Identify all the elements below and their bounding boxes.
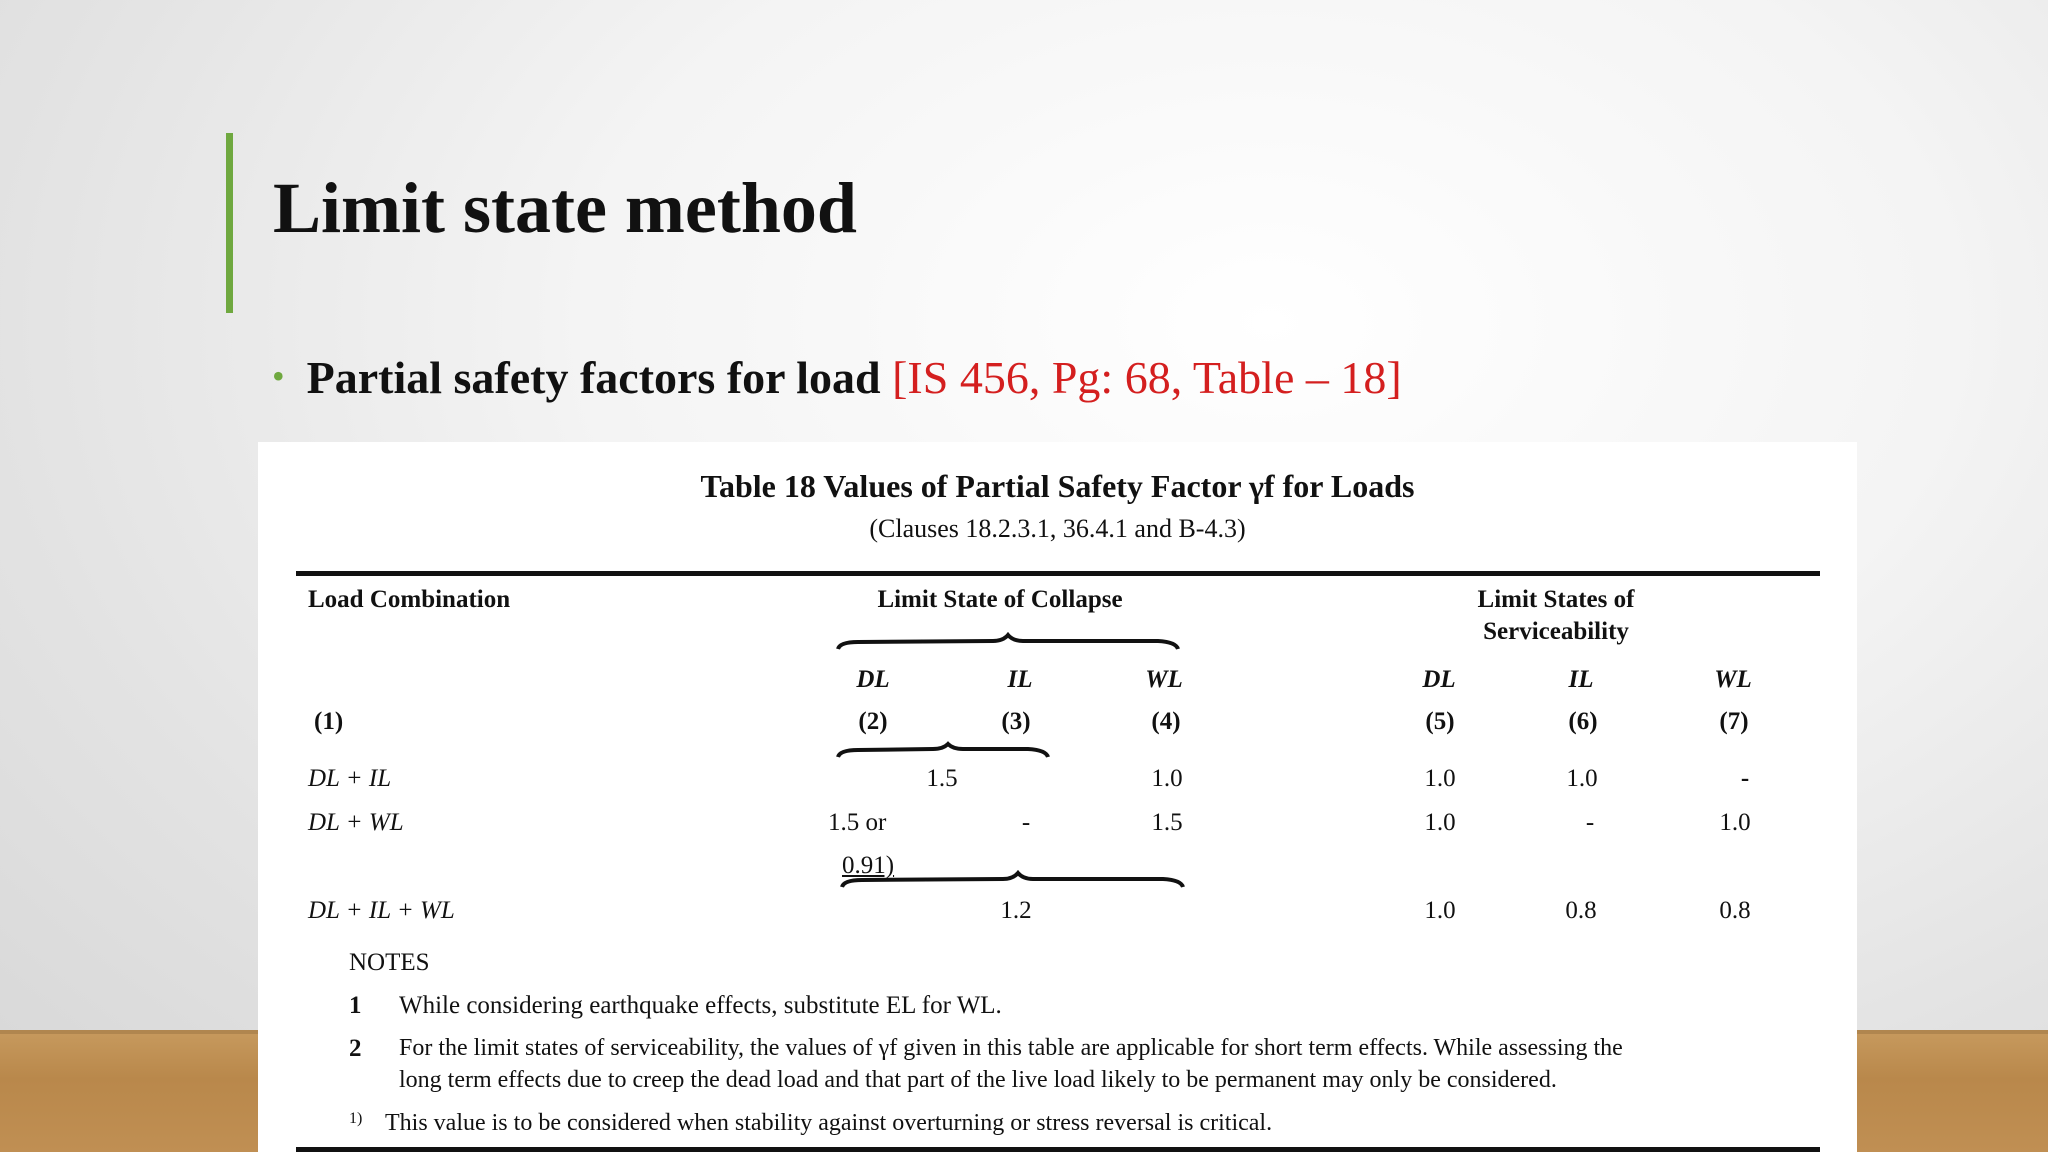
sub-service-il: IL bbox=[1568, 666, 1594, 693]
row-value: 1.0 bbox=[1151, 765, 1183, 792]
row-value: - bbox=[1740, 765, 1750, 792]
col-number-3: (3) bbox=[1001, 708, 1031, 735]
row-value: 1.5 bbox=[926, 765, 958, 792]
row-value: 1.2 bbox=[1000, 897, 1032, 924]
footnote-text: This value is to be considered when stability against overturning or stress reversal is critical. bbox=[385, 1110, 1273, 1136]
col-number-5: (5) bbox=[1425, 708, 1455, 735]
note-2-number: 2 bbox=[349, 1035, 362, 1062]
row-value: 1.5 bbox=[1151, 809, 1183, 836]
row-value-footnoted: 0.91) bbox=[842, 852, 895, 879]
sub-collapse-il: IL bbox=[1007, 666, 1033, 693]
sub-service-wl: WL bbox=[1714, 666, 1752, 693]
row-value: 1.5 or bbox=[828, 809, 887, 836]
row-value: 1.0 bbox=[1719, 809, 1751, 836]
row-value: 1.0 bbox=[1424, 809, 1456, 836]
row-combo: DL + IL + WL bbox=[308, 897, 455, 924]
sub-collapse-wl: WL bbox=[1145, 666, 1183, 693]
bullet-text: Partial safety factors for load bbox=[306, 352, 893, 403]
footnote-marker: 1) bbox=[349, 1110, 363, 1127]
note-2-text-line-1: For the limit states of serviceability, the values of γf given in this table are applicable for short term effects. While assessing the bbox=[399, 1035, 1623, 1061]
header-load-combination: Load Combination bbox=[308, 586, 511, 613]
table-title: Table 18 Values of Partial Safety Factor γf for Loads bbox=[700, 468, 1415, 504]
title-accent-bar bbox=[226, 133, 233, 313]
row-value: 1.0 bbox=[1566, 765, 1598, 792]
col-number-7: (7) bbox=[1719, 708, 1749, 735]
row-value: 0.8 bbox=[1719, 897, 1751, 924]
header-serviceability-2: Serviceability bbox=[1483, 618, 1629, 645]
table-image bbox=[258, 442, 1857, 1152]
row-combo: DL + WL bbox=[308, 809, 404, 836]
col-number-6: (6) bbox=[1568, 708, 1598, 735]
sub-collapse-dl: DL bbox=[856, 666, 890, 693]
bullet-marker: • bbox=[272, 356, 285, 396]
col-number-2: (2) bbox=[858, 708, 888, 735]
row-value: 0.8 bbox=[1565, 897, 1597, 924]
note-1-number: 1 bbox=[349, 992, 362, 1019]
note-2-text-line-2: long term effects due to creep the dead load and that part of the live load likely to be permanent may only be considered. bbox=[399, 1067, 1557, 1093]
header-collapse: Limit State of Collapse bbox=[877, 586, 1123, 613]
row-value: - bbox=[1021, 809, 1031, 836]
row-value: - bbox=[1585, 809, 1595, 836]
sub-service-dl: DL bbox=[1422, 666, 1456, 693]
header-serviceability-1: Limit States of bbox=[1477, 586, 1635, 613]
col-number-4: (4) bbox=[1151, 708, 1181, 735]
bottom-rule bbox=[296, 1147, 1820, 1152]
table-subtitle: (Clauses 18.2.3.1, 36.4.1 and B-4.3) bbox=[869, 514, 1246, 543]
row-combo: DL + IL bbox=[308, 765, 392, 792]
col-number-1: (1) bbox=[314, 708, 344, 735]
notes-heading: NOTES bbox=[349, 949, 430, 976]
bullet-reference: [IS 456, Pg: 68, Table – 18] bbox=[892, 352, 1402, 403]
slide-title: Limit state method bbox=[273, 168, 857, 248]
bullet-item bbox=[272, 352, 1402, 403]
row-value: 1.0 bbox=[1424, 765, 1456, 792]
note-1-text: While considering earthquake effects, substitute EL for WL. bbox=[399, 992, 1002, 1019]
row-value: 1.0 bbox=[1424, 897, 1456, 924]
